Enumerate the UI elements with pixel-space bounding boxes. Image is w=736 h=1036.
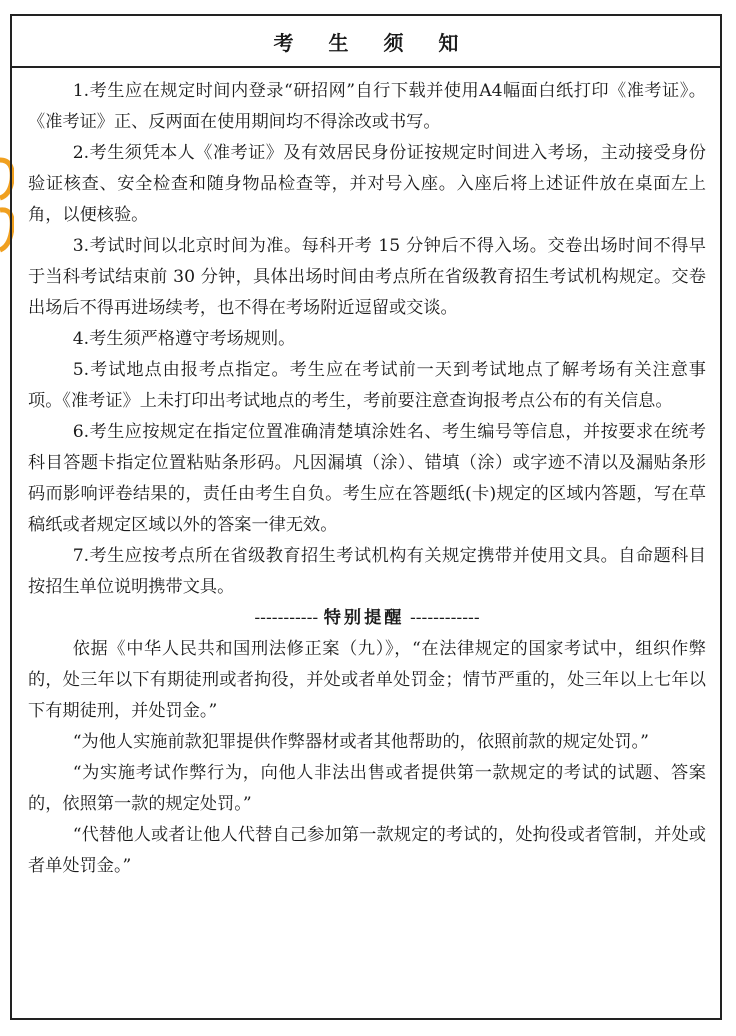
notice-title: 考 生 须 知	[273, 30, 473, 55]
notice-frame	[10, 14, 722, 1020]
rule-4: 4.考生须严格遵守考场规则。	[72, 329, 296, 349]
notice-content	[12, 68, 720, 882]
rule-7: 7.考生应按考点所在省级教育招生考试机构有关规定携带并使用文具。自命题科目按招生单位说明携带文具。	[28, 546, 706, 597]
rule-6: 6.考生应按规定在指定位置准确清楚填涂姓名、考生编号等信息，并按要求在统考科目答题卡指定位置粘贴条形码。凡因漏填（涂）、错填（涂）或字迹不清以及漏贴条形码而影响评卷结果的，责任由考生自负。考生应在答题纸(卡)规定的区域内答题，写在草稿纸或者规定区域以外的答案一律无效。	[28, 422, 706, 535]
reminder-dash-right: ------------	[409, 608, 480, 628]
reminder-paragraph-4: “代替他人或者让他人代替自己参加第一款规定的考试的，处拘役或者管制，并处或者单处罚金。”	[28, 825, 706, 876]
title-bar	[12, 16, 720, 68]
reminder-label: 特别提醒	[323, 608, 405, 628]
reminder-dash-left: -----------	[254, 608, 319, 628]
rule-5: 5.考试地点由报考点指定。考生应在考试前一天到考试地点了解考场有关注意事项。《准考证》上未打印出考试地点的考生，考前要注意查询报考点公布的有关信息。	[28, 360, 706, 411]
reminder-paragraph-3: “为实施考试作弊行为，向他人非法出售或者提供第一款规定的考试的试题、答案的，依照第一款的规定处罚。”	[28, 763, 706, 814]
rule-3: 3.考试时间以北京时间为准。每科开考 15 分钟后不得入场。交卷出场时间不得早于当科考试结束前 30 分钟，具体出场时间由考点所在省级教育招生考试机构规定。交卷出场后不得再进场续考，也不得在考场附近逗留或交谈。	[28, 236, 706, 318]
reminder-paragraph-1: 依据《中华人民共和国刑法修正案（九）》，“在法律规定的国家考试中，组织作弊的，处三年以下有期徒刑或者拘役，并处或者单处罚金；情节严重的，处三年以上七年以下有期徒刑，并处罚金。”	[28, 639, 706, 721]
rule-2: 2.考生须凭本人《准考证》及有效居民身份证按规定时间进入考场，主动接受身份验证核查、安全检查和随身物品检查等，并对号入座。入座后将上述证件放在桌面左上角，以便核验。	[28, 143, 706, 225]
reminder-paragraph-2: “为他人实施前款犯罪提供作弊器材或者其他帮助的，依照前款的规定处罚。”	[72, 732, 649, 752]
reminder-heading	[28, 603, 706, 634]
rule-1: 1.考生应在规定时间内登录“研招网”自行下载并使用A4幅面白纸打印《准考证》。《准考证》正、反两面在使用期间均不得涂改或书写。	[28, 81, 706, 132]
